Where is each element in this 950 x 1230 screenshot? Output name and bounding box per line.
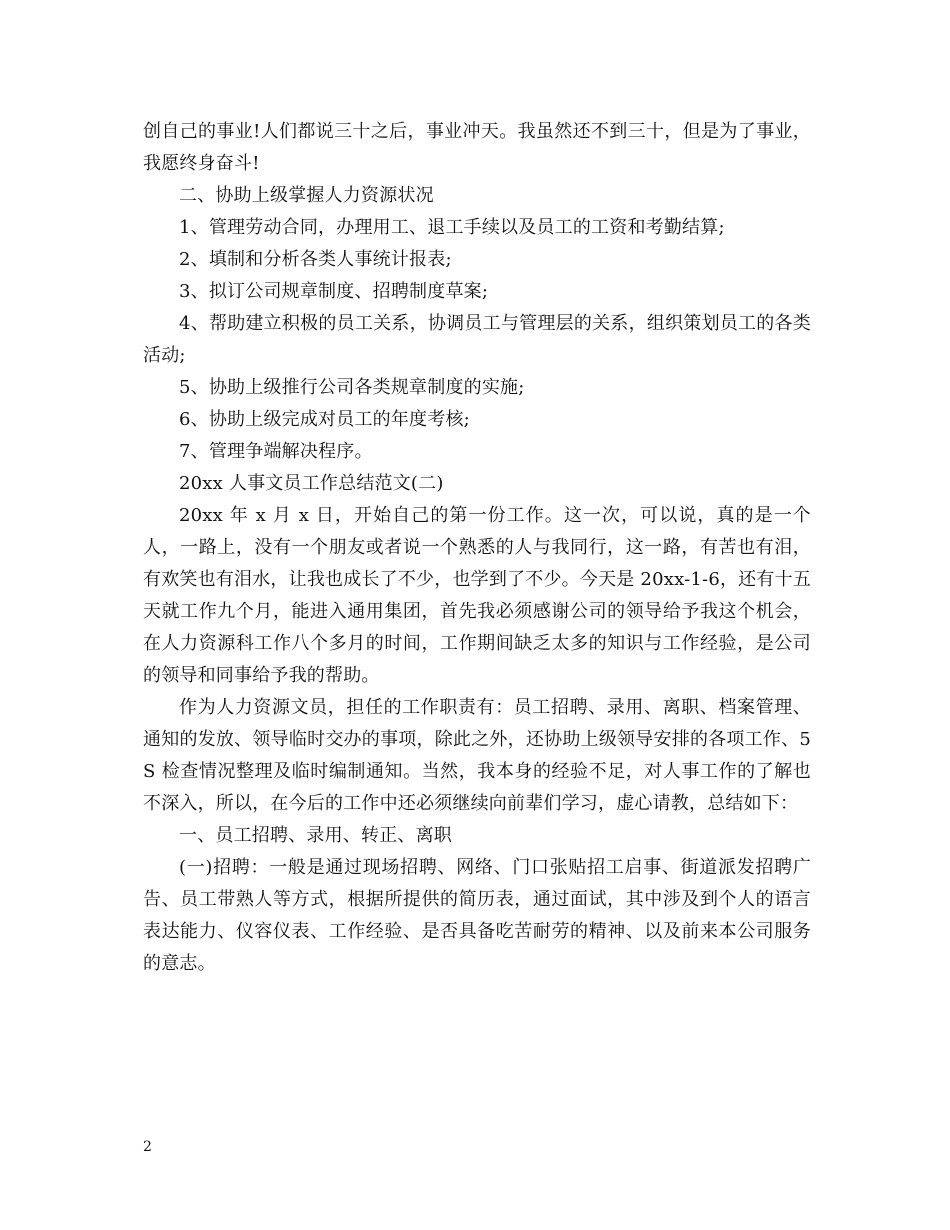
body-paragraph: (一)招聘：一般是通过现场招聘、网络、门口张贴招工启事、街道派发招聘广告、员工带熟人等方式，根据所提供的简历表，通过面试，其中涉及到个人的语言表达能力、仪容仪表、工作经验、是否具备吃苦耐劳的精神、以及前来本公司服务的意志。 [143,857,811,974]
document-body [143,116,811,980]
body-paragraph: 20xx 年 x 月 x 日，开始自己的第一份工作。这一次，可以说，真的是一个人，一路上，没有一个朋友或者说一个熟悉的人与我同行，这一路，有苦也有泪，有欢笑也有泪水，让我也成长了不少，也学到了不少。今天是 20xx-1-6，还有十五天就工作九个月，能进入通用集团，首先我必须感谢公司的领导给予我这个机会，在人力资源科工作八个多月的时间，工作期间缺乏太多的知识与工作经验，是公司的领导和同事给予我的帮助。 [143,505,811,686]
list-item: 7、管理争端解决程序。 [179,441,373,462]
article-title: 20xx 人事文员工作总结范文(二) [179,473,444,494]
list-item: 4、帮助建立积极的员工关系，协调员工与管理层的关系，组织策划员工的各类活动; [143,313,811,366]
list-item: 2、填制和分析各类人事统计报表; [179,249,452,270]
list-item: 6、协助上级完成对员工的年度考核; [179,409,470,430]
section-heading-hr-status: 二、协助上级掌握人力资源状况 [179,185,434,206]
paragraph-continuation: 创自己的事业!人们都说三十之后，事业冲天。我虽然还不到三十，但是为了事业，我愿终身奋斗! [143,121,811,174]
list-item: 5、协助上级推行公司各类规章制度的实施; [179,377,525,398]
list-item: 3、拟订公司规章制度、招聘制度草案; [179,281,489,302]
list-item: 1、管理劳动合同，办理用工、退工手续以及员工的工资和考勤结算; [179,217,725,238]
body-paragraph: 作为人力资源文员，担任的工作职责有：员工招聘、录用、离职、档案管理、通知的发放、领导临时交办的事项，除此之外，还协助上级领导安排的各项工作、5S 检查情况整理及临时编制通知。当然，我本身的经验不足，对人事工作的了解也不深入，所以，在今后的工作中还必须继续向前辈们学习，虚心请教，总结如下： [143,697,811,814]
page-number: 2 [143,1139,152,1155]
section-heading-recruitment: 一、员工招聘、录用、转正、离职 [179,825,452,846]
